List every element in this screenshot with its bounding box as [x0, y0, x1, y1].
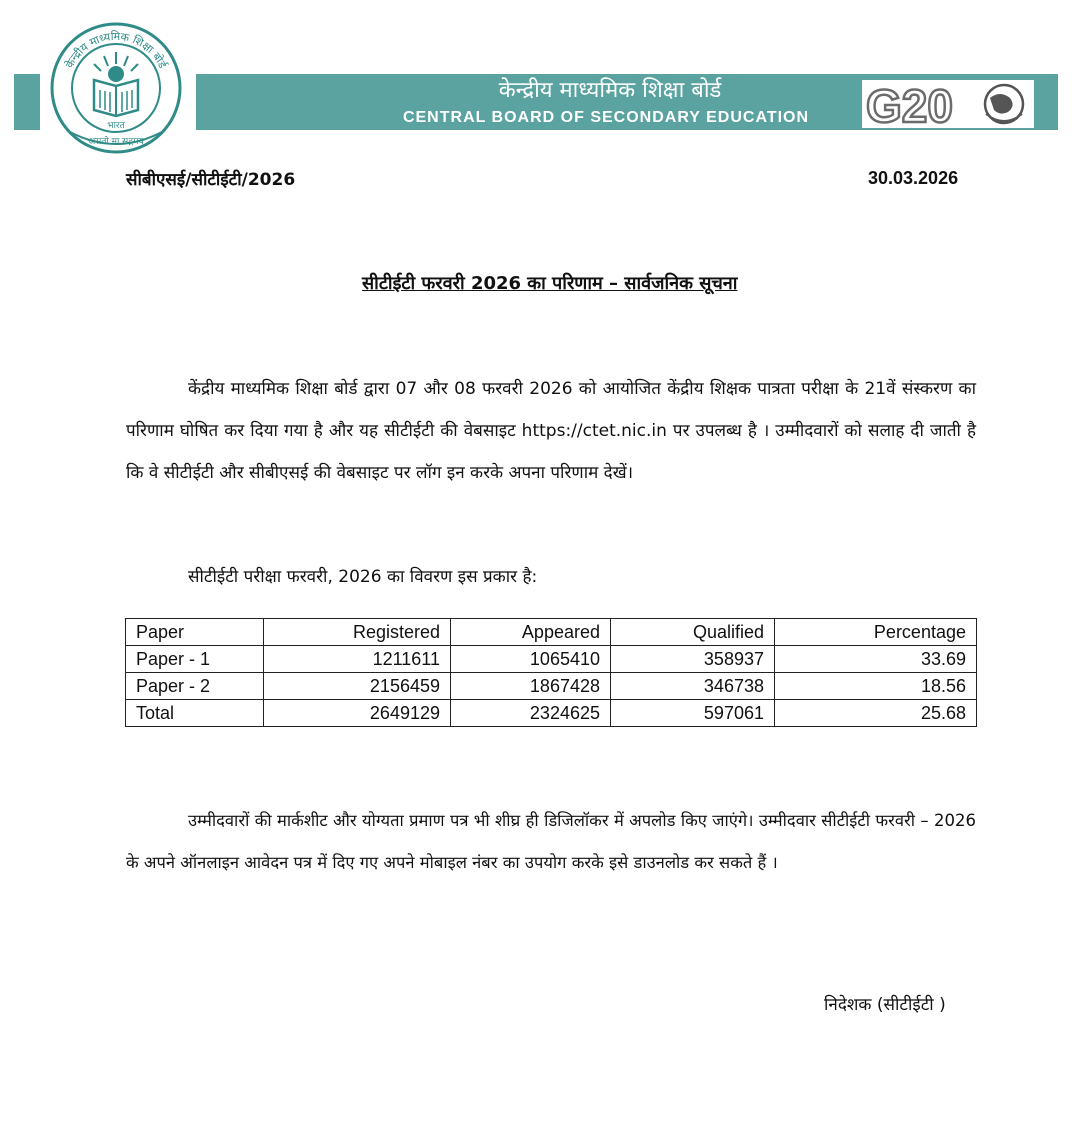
- paragraph-result-announcement: केंद्रीय माध्यमिक शिक्षा बोर्ड द्वारा 07 और 08 फरवरी 2026 को आयोजित केंद्रीय शिक्षक पात्रता परीक्षा के 21वें संस्करण का परिणाम घोषित कर दिया गया है और यह सीटीईटी की वेबसाइट https://ctet.nic.in पर उपलब्ध है । उम्मीदवारों को सलाह दी जाती है कि वे सीटीईटी और सीबीएसई की वेबसाइट पर लॉग इन करके अपना परिणाम देखें।: [126, 379, 976, 483]
- table-row: [126, 646, 977, 673]
- logo-middle-text: भारत: [107, 121, 125, 131]
- notice-date: 30.03.2026: [868, 168, 959, 188]
- reference-number: सीबीएसई/सीटीईटी/2026: [126, 170, 296, 190]
- cbse-logo: [48, 20, 184, 156]
- table-cell: 597061: [611, 700, 775, 727]
- table-cell: 18.56: [775, 673, 977, 700]
- board-name-english: CENTRAL BOARD OF SECONDARY EDUCATION: [402, 109, 810, 126]
- header-cell: Paper: [126, 619, 264, 646]
- table-cell: 2649129: [264, 700, 451, 727]
- table-cell: 2324625: [451, 700, 611, 727]
- header-cell: Percentage: [775, 619, 977, 646]
- table-cell: 2156459: [264, 673, 451, 700]
- header-cell: Qualified: [611, 619, 775, 646]
- logo-bottom-text: असतो मा सद्गमय: [88, 137, 144, 147]
- table-cell: 1065410: [451, 646, 611, 673]
- header-band-left: [14, 74, 40, 130]
- table-row: [126, 700, 977, 727]
- header-cell: Appeared: [451, 619, 611, 646]
- table-cell: 1211611: [264, 646, 451, 673]
- g20-text: G20: [866, 80, 953, 128]
- signature: निदेशक (सीटीईटी ): [824, 995, 946, 1015]
- results-table: [125, 618, 977, 727]
- table-cell: Total: [126, 700, 264, 727]
- table-cell: 33.69: [775, 646, 977, 673]
- paragraph-marksheet-info: उम्मीदवारों की मार्कशीट और योग्यता प्रमाण पत्र भी शीघ्र ही डिजिलॉकर में अपलोड किए जाएंगे। उम्मीदवार सीटीईटी फरवरी – 2026 के अपने ऑनलाइन आवेदन पत्र में दिए गए अपने मोबाइल नंबर का उपयोग करके इसे डाउनलोड कर सकते हैं ।: [126, 811, 976, 872]
- board-name-hindi: केन्द्रीय माध्यमिक शिक्षा बोर्ड: [498, 78, 722, 103]
- paragraph-details-intro: सीटीईटी परीक्षा फरवरी, 2026 का विवरण इस प्रकार है:: [188, 567, 538, 587]
- table-cell: 346738: [611, 673, 775, 700]
- notice-heading: सीटीईटी फरवरी 2026 का परिणाम – सार्वजनिक सूचना: [362, 273, 738, 294]
- table-header-row: [126, 619, 977, 646]
- table-row: [126, 673, 977, 700]
- table-cell: Paper - 2: [126, 673, 264, 700]
- table-cell: 1867428: [451, 673, 611, 700]
- table-cell: 358937: [611, 646, 775, 673]
- table-cell: 25.68: [775, 700, 977, 727]
- header-cell: Registered: [264, 619, 451, 646]
- logo-top-text: केन्द्रीय माध्यमिक शिक्षा बोर्ड: [62, 29, 170, 71]
- table-cell: Paper - 1: [126, 646, 264, 673]
- g20-logo: [862, 80, 1034, 128]
